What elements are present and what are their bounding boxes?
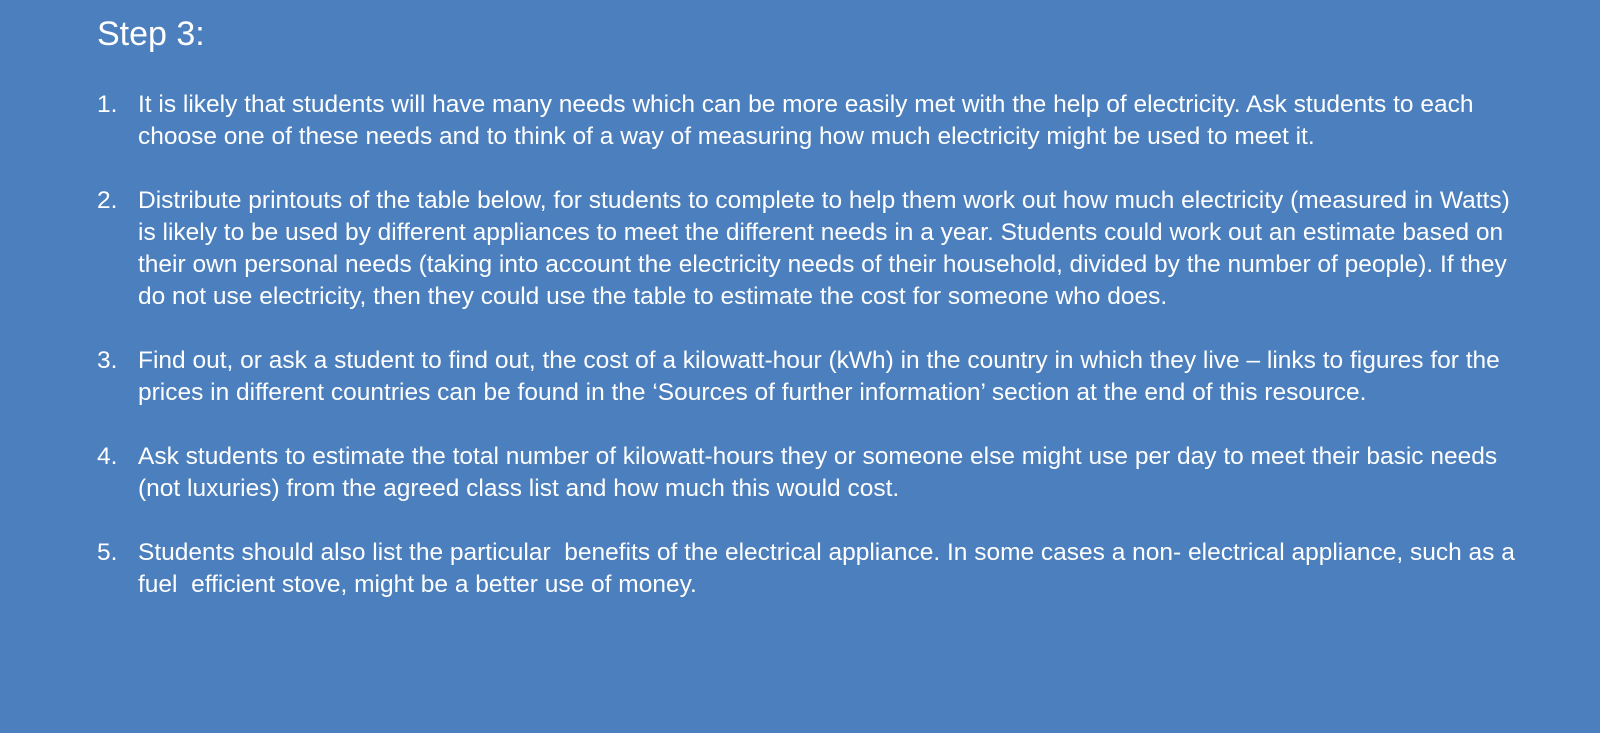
step-text: Ask students to estimate the total number of kilowatt-hours they or someone else might use per day to meet their basic needs (not luxuries) from the agreed class list and how much this would cost. — [138, 443, 1504, 502]
steps-list — [97, 89, 1522, 633]
slide-title: Step 3: — [97, 15, 205, 53]
step-number: 1. — [97, 91, 118, 118]
list-item — [97, 185, 1517, 313]
step-number: 5. — [97, 539, 118, 566]
step-number: 3. — [97, 347, 118, 374]
step-number: 2. — [97, 187, 118, 214]
list-item — [97, 345, 1517, 409]
step-text: Students should also list the particular benefits of the electrical appliance. In some cases a non- electrical appliance, such as a fuel efficient stove, might be a better use of money. — [138, 539, 1522, 598]
step-text: Find out, or ask a student to find out, the cost of a kilowatt-hour (kWh) in the country in which they live – links to figures for the prices in different countries can be found in the ‘Sources of further information’ section at the end of this resource. — [138, 347, 1507, 406]
list-item — [97, 441, 1517, 505]
list-item — [97, 537, 1522, 601]
list-item — [97, 89, 1517, 153]
step-text: Distribute printouts of the table below, for students to complete to help them work out how much electricity (measured in Watts) is likely to be used by different appliances to meet the different needs in a year. Students could work out an estimate based on their own personal needs (taking into account the electricity needs of their household, divided by the number of people). If they do not use electricity, then they could use the table to estimate the cost for someone who does. — [138, 187, 1517, 310]
step-text: It is likely that students will have many needs which can be more easily met with the help of electricity. Ask students to each choose one of these needs and to think of a way of measuring how much electricity might be used to meet it. — [138, 91, 1481, 150]
step-number: 4. — [97, 443, 118, 470]
